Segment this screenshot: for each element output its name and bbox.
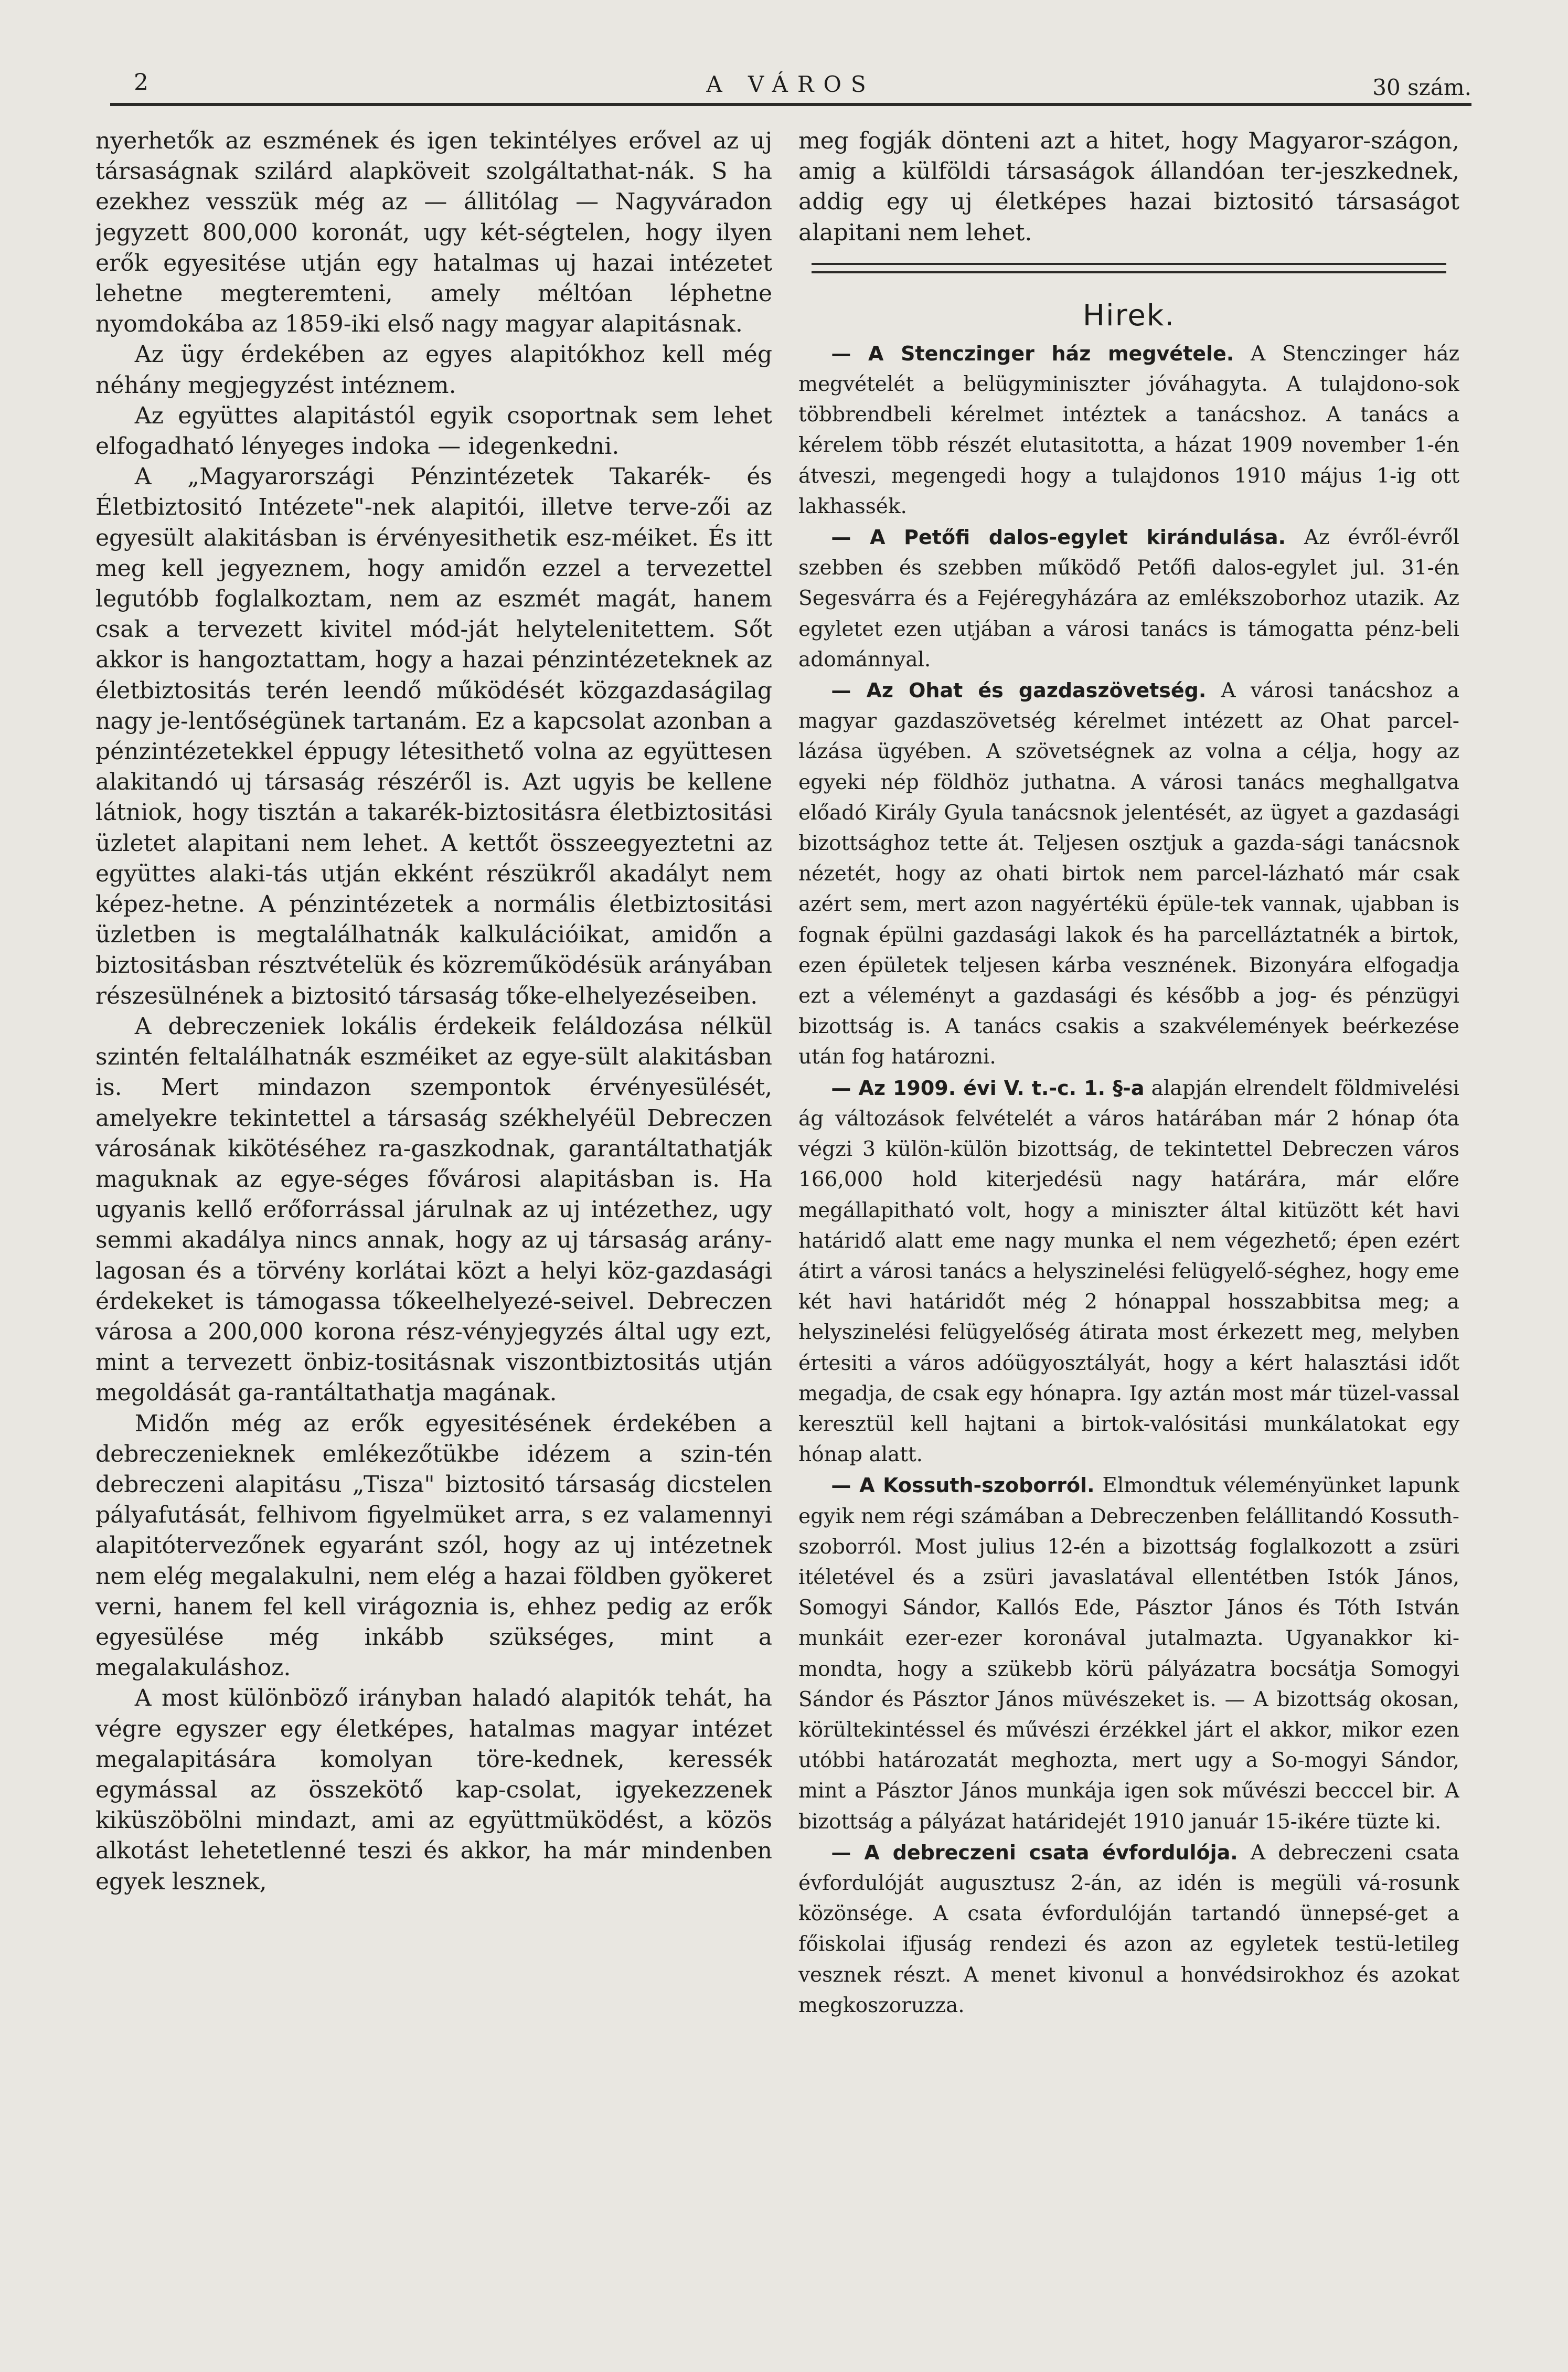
news-body: A városi tanácshoz a magyar gazdaszövetség kérelmet intézett az Ohat parcel-lázása ügyében. A szövetségnek az volna a célja, hogy az egyeki nép földhöz juthatna. A városi tanács meghallgatva előadó Király Gyula tanácsnok jelentését, az ügyet a gazdasági bizottsághoz tette át. Teljesen osztjuk a gazda-sági tanácsnok nézetét, hogy az ohati birtok nem parcel-lázható már csak azért sem, mert azon nagyértékü épüle-tek vannak, ujabban is fognak épülni gazdasági lakok és ha parcelláztatnék a birtok, ezen épületek teljesen kárba vesznének. Bizonyára elfogadja ezt a véleményt a gazdasági és később a jog- és pénzügyi bizottság is. A tanács csakis a szakvélemények beérkezése után fog határozni. bbox=[798, 679, 1459, 1069]
article-paragraph: Az ügy érdekében az egyes alapitókhoz kell még néhány megjegyzést intéznem. bbox=[95, 341, 772, 399]
news-body: A Stenczinger ház megvételét a belügyminiszter jóváhagyta. A tulajdono-sok többrendbeli kérelmet intéztek a tanácshoz. A tanács a kérelem több részét elutasitotta, a házat 1909 november 1-én átveszi, megengedi hogy a tulajdonos 1910 május 1-ig ott lakhassék. bbox=[798, 342, 1459, 518]
news-item bbox=[798, 675, 1459, 1073]
news-headline: — A debreczeni csata évfordulója. bbox=[831, 1841, 1238, 1864]
news-item bbox=[798, 1837, 1459, 2021]
article-continuation: meg fogják dönteni azt a hitet, hogy Magyaror-szágon, amig a külföldi társaságok állandóan ter-jeszkednek, addig egy uj életképes hazai biztositó társaságot alapitani nem lehet. bbox=[798, 127, 1459, 246]
news-body: Az évről-évről szebben és szebben működő Petőfi dalos-egylet jul. 31-én Segesvárra és a Fejéregyházára az emlékszoborhoz utazik. Az egyletet ezen utjában a városi tanács is támogatta pénz-beli adománnyal. bbox=[798, 526, 1459, 672]
news-body: A debreczeni csata évfordulóját augusztusz 2-án, az idén is megüli vá-rosunk közönsége. A csata évfordulóján tartandó ünnepsé-get a főiskolai ifjuság rendezi és azon az egyletek testü-letileg vesznek részt. A menet kivonul a honvédsirokhoz és azokat megkoszoruzza. bbox=[798, 1841, 1459, 2017]
article-paragraph: A „Magyarországi Pénzintézetek Takarék- és Életbiztositó Intézete"-nek alapitói, illetve terve-zői az egyesült alakitásban is érvényesithetik esz-méiket. És itt meg kell jegyeznem, hogy amidőn ezzel a tervezettel legutóbb foglalkoztam, nem az eszmét magát, hanem csak a tervezett kivitel mód-ját helytelenitettem. Sőt akkor is hangoztattam, hogy a hazai pénzintézeteknek az életbiztositás terén leendő működését közgazdaságilag nagy je-lentőségünek tartanám. Ez a kapcsolat azonban a pénzintézetekkel éppugy létesithető volna az együttesen alakitandó uj társaság részéről is. Azt ugyis be kellene látniok, hogy tisztán a takarék-biztositásra életbiztositási üzletet alapitani nem lehet. A kettőt összeegyeztetni az együttes alaki-tás utján ekként részükről akadályt nem képez-hetne. A pénzintézetek a normális életbiztositási üzletben is megtalálhatnák kalkulációikat, amidőn a biztositásban résztvételük és közreműködésük arányában részesülnének a biztositó társaság tőke-elhelyezéseiben. bbox=[95, 463, 772, 1009]
news-item bbox=[798, 1073, 1459, 1471]
news-headline: — A Petőfi dalos-egylet kirándulása. bbox=[831, 526, 1286, 549]
article-paragraph: Midőn még az erők egyesitésének érdekében a debreczenieknek emlékezőtükbe idézem a szin-tén debreczeni alapitásu „Tisza" biztositó társaság dicstelen pályafutását, felhivom figyelmüket arra, s ez valamennyi alapitótervezőnek egyaránt szól, hogy az uj intézetnek nem elég megalakulni, nem elég a hazai földben gyökeret verni, hanem fel kell virágoznia is, ehhez pedig az erők egyesülése még inkább szükséges, mint a megalakuláshoz. bbox=[95, 1410, 772, 1682]
issue-number: 30 szám. bbox=[1372, 75, 1471, 100]
page-header bbox=[110, 67, 1471, 104]
header-rule bbox=[110, 103, 1471, 106]
news-section-title: Hirek. bbox=[1082, 298, 1176, 333]
news-item bbox=[798, 338, 1459, 522]
left-column bbox=[95, 126, 772, 2303]
news-headline: — Az 1909. évi V. t.-c. 1. §-a bbox=[831, 1076, 1145, 1100]
news-body: alapján elrendelt földmivelési ág változások felvételét a város határában már 2 hónap óta végzi 3 külön-külön bizottság, de tekintettel Debreczen város 166,000 hold kiterjedésü nagy határára, már előre megállapitható volt, hogy a miniszter által kitüzött két havi határidő alatt eme nagy munka el nem végezhető; épen ezért átirt a városi tanács a helyszinelési felügyelő-séghez, hogy eme két havi határidőt még 2 hónappal hosszabbitsa meg; a helyszinelési felügyelőség átirata most érkezett meg, melyben értesiti a város adóügyosztályát, hogy a kért halasztási időt megadja, de csak egy hónapra. Igy aztán most már tüzel-vassal keresztül kell hajtani a birtok-valósitási munkálatokat egy hónap alatt. bbox=[798, 1076, 1459, 1467]
running-title: A VÁROS bbox=[706, 71, 876, 97]
news-item bbox=[798, 1470, 1459, 1837]
article-paragraph: A debreczeniek lokális érdekeik feláldozása nélkül szintén feltalálhatnák eszméiket az egye-sült alakitásban is. Mert mindazon szempontok érvényesülését, amelyekre tekintettel a társaság székhelyéül Debreczen városának kikötéséhez ra-gaszkodnak, garantáltathatják maguknak az egye-séges fővárosi alapitásban is. Ha ugyanis kellő erőforrással járulnak az uj intézethez, ugy semmi akadálya nincs annak, hogy az uj társaság arány-lagosan és a törvény korlátai közt a helyi köz-gazdasági érdekeket is támogassa tőkeelhelyezé-seivel. Debreczen városa a 200,000 korona rész-vényjegyzés által ugy ezt, mint a tervezett önbiz-tositásnak viszontbiztositás utján megoldását ga-rantáltathatja magának. bbox=[95, 1013, 772, 1407]
page-number: 2 bbox=[134, 69, 148, 96]
right-column bbox=[798, 126, 1459, 2303]
article-paragraph: Az együttes alapitástól egyik csoportnak sem lehet elfogadható lényeges indoka — idegenkedni. bbox=[95, 402, 772, 460]
article-paragraph: nyerhetők az eszmének és igen tekintélyes erővel az uj társaságnak szilárd alapköveit szolgáltathat-nák. S ha ezekhez vesszük még az — állitólag — Nagyváradon jegyzett 800,000 koronát, ugy két-ségtelen, hogy ilyen erők egyesitése utján egy hatalmas uj hazai intézetet lehetne megteremteni, amely méltóan léphetne nyomdokába az 1859-iki első nagy magyar alapitásnak. bbox=[95, 127, 772, 338]
article-paragraph: A most különböző irányban haladó alapitók tehát, ha végre egyszer egy életképes, hatalmas magyar intézet megalapitására komolyan töre-kednek, keressék egymással az összekötő kap-csolat, igyekezzenek kiküszöbölni mindazt, ami az együttmüködést, a közös alkotást lehetetlenné teszi és akkor, ha már mindenben egyek lesznek, bbox=[95, 1685, 772, 1895]
news-headline: — A Stenczinger ház megvétele. bbox=[831, 342, 1234, 365]
news-headline: — A Kossuth-szoborról. bbox=[831, 1474, 1095, 1497]
news-headline: — Az Ohat és gazdaszövetség. bbox=[831, 679, 1207, 703]
news-item bbox=[798, 522, 1459, 675]
news-body: Elmondtuk véleményünket lapunk egyik nem régi számában a Debreczenben felállitandó Kossuth-szoborról. Most julius 12-én a bizottság foglalkozott a zsüri itéletével és a zsüri javaslatával ellentétben Istók János, Somogyi Sándor, Kallós Ede, Pásztor János és Tóth István munkáit ezer-ezer koronával jutalmazta. Ugyanakkor ki-mondta, hogy a szükebb körü pályázatra bocsátja Somogyi Sándor és Pásztor János müvészeket is. — A bizottság okosan, körültekintéssel és művészi érzékkel járt el akkor, mikor ezen utóbbi határozatát meghozta, mert ugy a So-mogyi Sándor, mint a Pásztor János munkája igen sok művészi becссel bir. A bizottság a pályázat határidejét 1910 január 15-ikére tüzte ki. bbox=[798, 1474, 1459, 1834]
section-divider bbox=[812, 263, 1446, 273]
